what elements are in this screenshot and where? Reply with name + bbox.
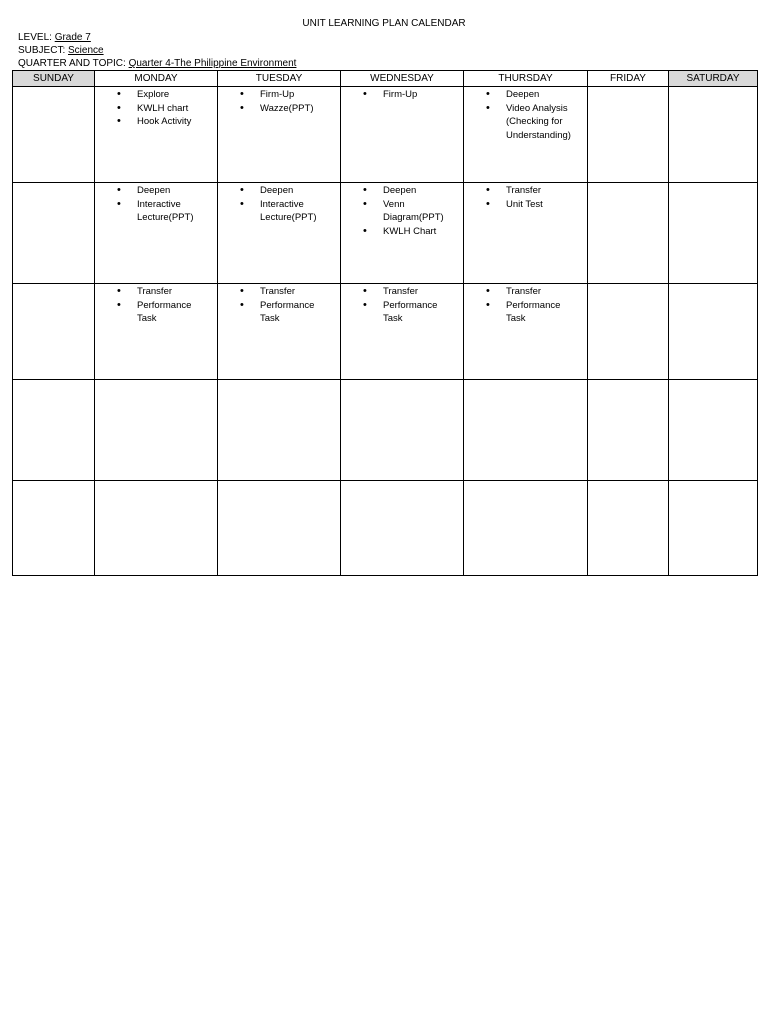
- week1-thursday-cell: [464, 87, 588, 183]
- list-item: • Venn Diagram(PPT): [341, 198, 463, 225]
- list-item: • Deepen: [464, 88, 587, 102]
- week2-saturday-cell: [669, 183, 758, 284]
- list-item: • Firm-Up: [341, 88, 463, 102]
- week3-friday-cell: [588, 284, 669, 380]
- week2-sunday-cell: [13, 183, 95, 284]
- week2-thursday-cell: [464, 183, 588, 284]
- list-item: • Transfer: [464, 184, 587, 198]
- week5-saturday-cell: [669, 481, 758, 576]
- calendar-table: [12, 70, 758, 576]
- header-monday: MONDAY: [95, 71, 218, 87]
- week1-saturday-cell: [669, 87, 758, 183]
- week5-tuesday-cell: [218, 481, 341, 576]
- week4-tuesday-cell: [218, 380, 341, 481]
- week2-monday-list: [95, 184, 217, 225]
- week1-monday-cell: [95, 87, 218, 183]
- level-label: LEVEL:: [18, 32, 52, 43]
- list-item: • Performance Task: [218, 299, 340, 326]
- week3-thursday-cell: [464, 284, 588, 380]
- level-line: [18, 31, 91, 44]
- week1-wednesday-list: [341, 88, 463, 102]
- week4-friday-cell: [588, 380, 669, 481]
- week5-sunday-cell: [13, 481, 95, 576]
- document-title: UNIT LEARNING PLAN CALENDAR: [302, 18, 466, 29]
- list-item: • Transfer: [95, 285, 217, 299]
- list-item: • Explore: [95, 88, 217, 102]
- week1-sunday-cell: [13, 87, 95, 183]
- week1-friday-cell: [588, 87, 669, 183]
- week3-tuesday-list: [218, 285, 340, 326]
- list-item: • KWLH chart: [95, 102, 217, 116]
- list-item: • Transfer: [464, 285, 587, 299]
- list-item: • KWLH Chart: [341, 225, 463, 239]
- week3-monday-cell: [95, 284, 218, 380]
- week2-tuesday-list: [218, 184, 340, 225]
- header-thursday: THURSDAY: [464, 71, 588, 87]
- week4-monday-cell: [95, 380, 218, 481]
- list-item: • Video Analysis (Checking for Understanding): [464, 102, 587, 143]
- list-item: • Firm-Up: [218, 88, 340, 102]
- week2-friday-cell: [588, 183, 669, 284]
- week4-sunday-cell: [13, 380, 95, 481]
- header-wednesday: WEDNESDAY: [341, 71, 464, 87]
- week3-thursday-list: [464, 285, 587, 326]
- week2-wednesday-cell: [341, 183, 464, 284]
- quarter-line: [18, 57, 296, 70]
- week5-wednesday-cell: [341, 481, 464, 576]
- week2-tuesday-cell: [218, 183, 341, 284]
- week4-wednesday-cell: [341, 380, 464, 481]
- week2-monday-cell: [95, 183, 218, 284]
- list-item: • Wazze(PPT): [218, 102, 340, 116]
- week-row-3: [13, 284, 758, 380]
- week1-monday-list: [95, 88, 217, 129]
- level-value: Grade 7: [54, 32, 91, 43]
- header-sunday: SUNDAY: [13, 71, 95, 87]
- list-item: • Interactive Lecture(PPT): [95, 198, 217, 225]
- week3-wednesday-cell: [341, 284, 464, 380]
- calendar-header-row: [13, 71, 758, 87]
- quarter-value: Quarter 4-The Philippine Environment: [128, 58, 297, 69]
- week5-monday-cell: [95, 481, 218, 576]
- list-item: • Deepen: [218, 184, 340, 198]
- header-friday: FRIDAY: [588, 71, 669, 87]
- week-row-5: [13, 481, 758, 576]
- week4-thursday-cell: [464, 380, 588, 481]
- week5-thursday-cell: [464, 481, 588, 576]
- week2-thursday-list: [464, 184, 587, 211]
- quarter-label: QUARTER AND TOPIC:: [18, 58, 126, 69]
- week5-friday-cell: [588, 481, 669, 576]
- header-saturday: SATURDAY: [669, 71, 758, 87]
- list-item: • Deepen: [341, 184, 463, 198]
- week1-wednesday-cell: [341, 87, 464, 183]
- week3-monday-list: [95, 285, 217, 326]
- list-item: • Performance Task: [95, 299, 217, 326]
- list-item: • Transfer: [341, 285, 463, 299]
- list-item: • Unit Test: [464, 198, 587, 212]
- week3-saturday-cell: [669, 284, 758, 380]
- header-tuesday: TUESDAY: [218, 71, 341, 87]
- week3-tuesday-cell: [218, 284, 341, 380]
- week1-thursday-list: [464, 88, 587, 142]
- list-item: • Performance Task: [464, 299, 587, 326]
- subject-label: SUBJECT:: [18, 45, 66, 56]
- week2-wednesday-list: [341, 184, 463, 238]
- week-row-1: [13, 87, 758, 183]
- week1-tuesday-list: [218, 88, 340, 115]
- subject-line: [18, 44, 104, 57]
- week4-saturday-cell: [669, 380, 758, 481]
- week3-sunday-cell: [13, 284, 95, 380]
- week3-wednesday-list: [341, 285, 463, 326]
- list-item: • Deepen: [95, 184, 217, 198]
- week-row-4: [13, 380, 758, 481]
- list-item: • Performance Task: [341, 299, 463, 326]
- subject-value: Science: [68, 45, 104, 56]
- list-item: • Interactive Lecture(PPT): [218, 198, 340, 225]
- list-item: • Hook Activity: [95, 115, 217, 129]
- week-row-2: [13, 183, 758, 284]
- list-item: • Transfer: [218, 285, 340, 299]
- week1-tuesday-cell: [218, 87, 341, 183]
